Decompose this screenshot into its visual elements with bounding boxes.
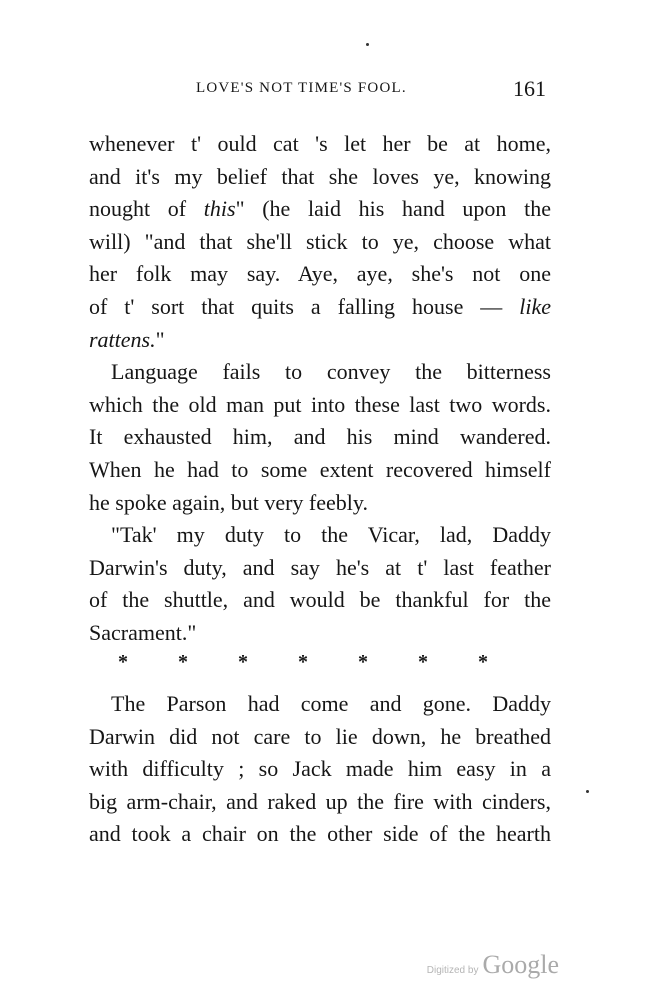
paragraph-line: of the shuttle, and would be thankful for the	[89, 587, 551, 613]
page-number: 161	[513, 76, 546, 101]
page-body	[89, 128, 551, 650]
paragraph-line: he spoke again, but very feebly.	[89, 489, 368, 515]
star: *	[178, 651, 188, 673]
star: *	[298, 651, 308, 673]
paragraph-line: which the old man put into these last two words.	[89, 391, 551, 417]
text-line: will) "and that she'll stick to ye, choose what	[89, 228, 551, 254]
paragraph-line: It exhausted him, and his mind wandered.	[89, 424, 551, 450]
digitized-label: Digitized by	[426, 965, 479, 976]
print-speck	[586, 790, 589, 793]
paragraph-line: big arm-chair, and raked up the fire with cinders,	[89, 788, 551, 814]
italic-text: rattens.	[89, 326, 156, 352]
print-speck	[366, 43, 369, 46]
paragraph-line: Darwin did not care to lie down, he breathed	[89, 723, 551, 749]
paragraph-line: Sacrament."	[89, 619, 197, 645]
paragraph-line: Language fails to convey the bitterness	[111, 359, 551, 385]
paragraph-line: The Parson had come and gone. Daddy	[111, 691, 551, 716]
paragraph-line: with difficulty ; so Jack made him easy in a	[89, 756, 551, 782]
paragraph-line: and took a chair on the other side of the hearth	[89, 821, 551, 847]
paragraph-line: Darwin's duty, and say he's at t' last feather	[89, 554, 551, 580]
italic-text: like	[519, 293, 551, 319]
star: *	[478, 651, 488, 673]
star: *	[238, 651, 248, 673]
text-line: of t' sort that quits a falling house — like	[89, 293, 551, 319]
digitized-watermark	[427, 950, 559, 980]
text-line: rattens."	[89, 326, 165, 352]
text-line: her folk may say. Aye, aye, she's not one	[89, 261, 551, 287]
paragraph-line: When he had to some extent recovered himself	[89, 456, 551, 482]
text-line: whenever t' ould cat 's let her be at home,	[89, 131, 551, 156]
star: *	[118, 651, 128, 673]
star: *	[418, 651, 428, 673]
running-title: LOVE'S NOT TIME'S FOOL.	[196, 80, 407, 96]
paragraph-line: "Tak' my duty to the Vicar, lad, Daddy	[111, 522, 551, 548]
italic-text: this	[203, 196, 236, 222]
text-line: and it's my belief that she loves ye, knowing	[89, 163, 551, 189]
section-break-stars	[118, 651, 488, 674]
page-body-continued	[89, 688, 551, 851]
star: *	[358, 651, 368, 673]
google-logo: Google	[482, 950, 559, 979]
running-header	[196, 78, 546, 106]
text-line: nought of this" (he laid his hand upon the	[89, 196, 551, 222]
